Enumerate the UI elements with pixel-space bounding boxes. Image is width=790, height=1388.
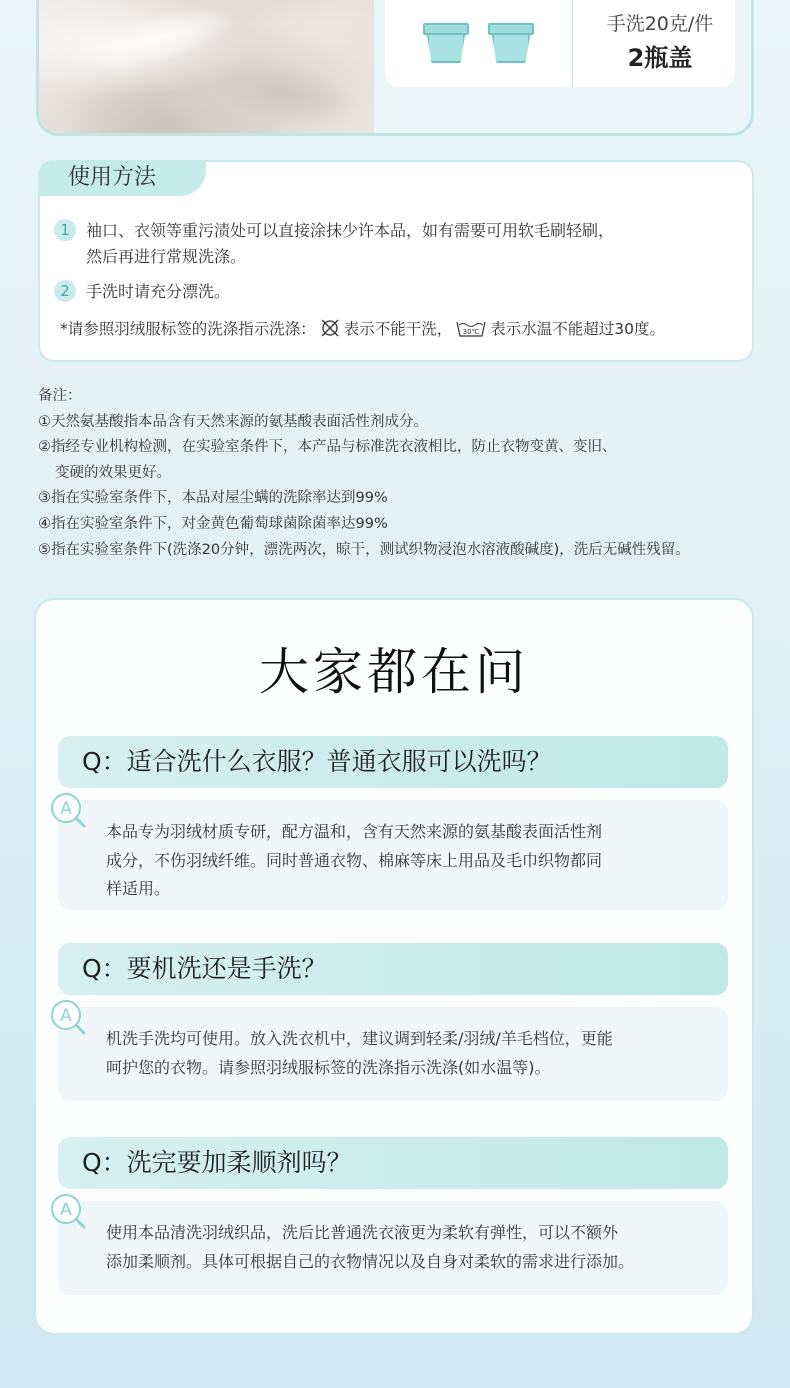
faq-answer — [58, 1007, 728, 1101]
step-number: 2 — [54, 280, 76, 302]
svg-text:A: A — [60, 1200, 72, 1220]
remarks-heading: 备注： — [38, 388, 82, 404]
answer-text: 机洗手洗均可使用。放入洗衣机中，建议调到轻柔/羽绒/羊毛档位，更能 — [106, 1029, 613, 1048]
answer-text: 成分，不伤羽绒纤维。同时普通衣物、棉麻等床上用品及毛巾织物都同 — [106, 850, 603, 870]
answer-text: 本品专为羽绒材质专研，配方温和，含有天然来源的氨基酸表面活性剂 — [106, 822, 603, 841]
remark-item: ③指在实验室条件下，本品对屋尘螨的洗除率达到99% — [38, 490, 388, 507]
step-text: 袖口、衣领等重污渍处可以直接涂抹少许本品，如有需要可用软毛刷轻刷， — [86, 221, 615, 240]
answer-icon — [48, 1191, 88, 1231]
faq-answer — [58, 1201, 728, 1295]
faq-title: 大家都在问 — [259, 643, 529, 701]
step-text: 手洗时请充分漂洗。 — [86, 282, 231, 301]
answer-text: 添加柔顺剂。具体可根据自己的衣物情况以及自身对柔软的需求进行添加。 — [106, 1251, 635, 1271]
cap-icon — [488, 23, 534, 65]
remark-item: ②指经专业机构检测，在实验室条件下，本产品与标准洗衣液相比，防止衣物变黄、变旧、 — [38, 439, 617, 456]
svg-text:A: A — [60, 1006, 72, 1026]
down-jacket-photo — [39, 0, 374, 136]
usage-card — [38, 160, 754, 362]
usage-step — [54, 279, 230, 305]
svg-text:A: A — [60, 799, 72, 819]
remark-item: ⑤指在实验室条件下(洗涤20分钟，漂洗两次，晾干，测试织物浸泡水溶液酸碱度)，洗后无碱性残留。 — [38, 541, 690, 558]
remark-item: ①天然氨基酸指本品含有天然来源的氨基酸表面活性剂成分。 — [38, 413, 428, 430]
answer-text: 样适用。 — [106, 879, 171, 898]
remarks — [38, 384, 768, 563]
step-number: 1 — [54, 219, 76, 241]
faq-question: Q：适合洗什么衣服？普通衣服可以洗吗？ — [58, 736, 728, 788]
remark-item: 变硬的效果更好。 — [55, 464, 171, 481]
faq-card — [34, 598, 754, 1335]
cap-icon — [423, 23, 469, 65]
dosage-text — [585, 11, 735, 75]
divider — [572, 0, 573, 87]
usage-step — [54, 218, 614, 270]
usage-note: *请参照羽绒服标签的洗涤指示洗涤： 表示不能干洗， 30℃ 表示水温不能超过30度。 — [60, 320, 666, 338]
remark-item: ④指在实验室条件下，对金黄色葡萄球菌除菌率达99% — [38, 515, 388, 532]
no-dry-clean-icon — [320, 318, 340, 338]
faq-question: Q：洗完要加柔顺剂吗？ — [58, 1137, 728, 1189]
faq-question: Q：要机洗还是手洗？ — [58, 943, 728, 995]
answer-text: 呵护您的衣物。请参照羽绒服标签的洗涤指示洗涤(如水温等)。 — [106, 1057, 551, 1077]
faq-answer — [58, 800, 728, 910]
answer-icon — [48, 790, 88, 830]
answer-text: 使用本品清洗羽绒织品，洗后比普通洗衣液更为柔软有弹性，可以不额外 — [106, 1223, 619, 1242]
usage-title: 使用方法 — [38, 160, 206, 196]
answer-icon — [48, 997, 88, 1037]
step-text: 然后再进行常规洗涤。 — [86, 247, 247, 266]
dosage-caps: 2瓶盖 — [627, 44, 693, 72]
wash-30-degrees-icon — [456, 318, 486, 338]
dosage-amount: 手洗20克/件 — [606, 13, 714, 35]
svg-text:30℃: 30℃ — [462, 328, 480, 336]
dosage-card — [36, 0, 754, 136]
dosage-panel — [385, 0, 735, 87]
